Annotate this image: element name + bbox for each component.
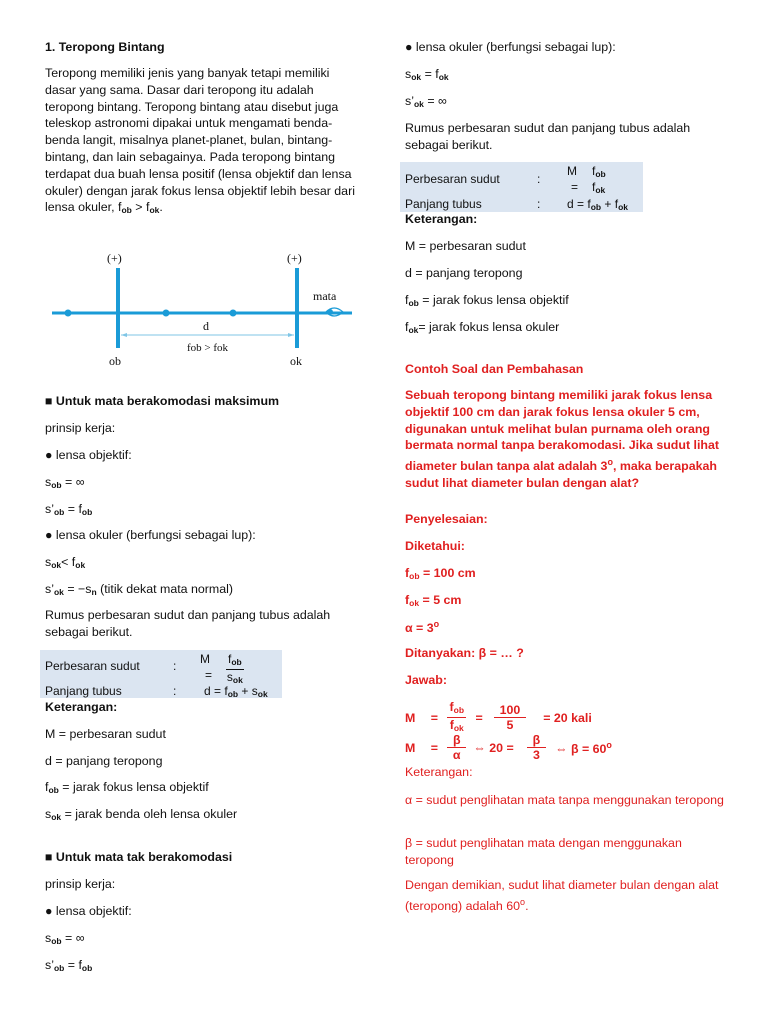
- ket3-alpha: α = sudut penglihatan mata tanpa menggunakan teropong: [405, 793, 724, 807]
- ket3-beta: β = sudut penglihatan mata dengan menggunakan teropong: [405, 836, 682, 867]
- ob-label: ob: [109, 354, 121, 368]
- equation-1: M = $\frac{f_{ob}}{f_{ok}}$ = $\frac{100}{5}$ = 20 kali: [405, 700, 592, 733]
- lensa-objektif-1: ● lensa objektif:: [45, 448, 132, 462]
- ditanyakan: Ditanyakan: β = … ?: [405, 646, 524, 660]
- d-label: d: [203, 319, 209, 333]
- keterangan-2: Keterangan:: [405, 212, 478, 226]
- ket1-fob: $f_{ob}$ = jarak fokus lensa objektif: [45, 780, 209, 795]
- sok-1: $s_{ok}< f_{ok}$: [45, 555, 86, 570]
- contoh-soal-title: Contoh Soal dan Pembahasan: [405, 362, 584, 376]
- ket1-d: d = panjang teropong: [45, 754, 163, 768]
- mata-label: mata: [313, 289, 337, 303]
- jawab: Jawab:: [405, 673, 448, 687]
- plus-right: (+): [287, 251, 302, 265]
- keterangan-1: Keterangan:: [45, 700, 118, 714]
- rumus-2: Rumus perbesaran sudut dan panjang tubus adalah sebagai berikut.: [405, 121, 691, 152]
- fob-gt-fok: $f_{ob} > f_{ok}$.: [118, 200, 163, 216]
- lensa-okuler-1: ● lensa okuler (berfungsi sebagai lup):: [45, 528, 256, 542]
- formula-table-2: Perbesaran sudut : M = $f_{ob}$ $f_{ok}$ Panjang tubus : $d = f_{ob} + f_{ok}$: [400, 162, 643, 212]
- equation-2: M = $\frac{\beta}{\alpha}$ ⇔ 20 = $\frac{\beta}{3}$ ⇔ $\beta = 60^o$: [405, 733, 612, 762]
- lensa-okuler-2: ● lensa okuler (berfungsi sebagai lup):: [405, 40, 616, 54]
- ket1-sok: $s_{ok}$ = jarak benda oleh lensa okuler: [45, 807, 238, 822]
- arrow-right: [288, 333, 294, 337]
- prinsip-kerja-1: prinsip kerja:: [45, 421, 116, 435]
- focal-point-1: [65, 310, 72, 317]
- ok-label: ok: [290, 354, 302, 368]
- sok-prime-1: $s’_{ok} = -s_n$ (titik dekat mata normal): [45, 582, 234, 597]
- heading-tak-berakomodasi: ■ Untuk mata tak berakomodasi: [45, 850, 233, 864]
- focal-point-2: [163, 310, 170, 317]
- ket1-M: M = perbesaran sudut: [45, 727, 166, 741]
- rumus-1: Rumus perbesaran sudut dan panjang tubus adalah sebagai berikut.: [45, 608, 331, 639]
- telescope-diagram: [47, 248, 367, 373]
- sob-1: $s_{ob}$ = ∞: [45, 475, 85, 490]
- lensa-objektif-2: ● lensa objektif:: [45, 904, 132, 918]
- relation-label: fob > fok: [187, 342, 229, 354]
- sob-2: $s_{ob}$ = ∞: [45, 931, 85, 946]
- kesimpulan: Dengan demikian, sudut lihat diameter bulan dengan alat (teropong) adalah 60$^o$.: [405, 878, 719, 913]
- sok-prime-2: $s’_{ok}$ = ∞: [405, 94, 447, 109]
- fok-value: $f_{ok} = 5$ cm: [405, 593, 462, 608]
- diketahui: Diketahui:: [405, 539, 465, 553]
- sob-prime-1: $s’_{ob} = f_{ob}$: [45, 502, 93, 517]
- ket2-fok: $f_{ok}=$ jarak fokus lensa okuler: [405, 320, 560, 335]
- soal-paragraph: Sebuah teropong bintang memiliki jarak fokus lensa objektif 100 cm dan jarak fokus lensa okuler 5 cm, digunakan untuk melihat bulan purnama oleh orang bermata normal tanpa berakomodasi. Jika sudut lihat diameter bulan tanpa alat adalah 3$^o$, maka berapakah sudut lihat diameter bulan dengan alat?: [405, 388, 719, 490]
- sok-2: $s_{ok} = f_{ok}$: [405, 67, 449, 82]
- keterangan-3: Keterangan:: [405, 765, 473, 779]
- alpha-value: $\alpha = 3^o$: [405, 619, 440, 635]
- formula-table-1: Perbesaran sudut : M = $\frac{f_{ob}}{s_{ok}}$ Panjang tubus : $d = f_{ob} + s_{ok}$: [40, 650, 282, 698]
- intro-paragraph: Teropong memiliki jenis yang banyak tetapi memiliki dasar yang sama. Dasar dari teropong itu adalah teropong bintang. Teropong bintang atau disebut juga teleskop astronomi dipakai untuk mengamati benda-benda langit, misalnya planet-planet, bulan, bintang-bintang, dan lain sebagainya. Pada teropong bintang terdapat dua buah lensa positif (lensa objektif dan lensa okuler) dengan jarak fokus lensa objektif lebih besar dari lensa okuler, $f_{ob} > f_{ok}$.: [45, 66, 355, 216]
- ket2-fob: $f_{ob}$ = jarak fokus lensa objektif: [405, 293, 569, 308]
- focal-point-3: [230, 310, 237, 317]
- arrow-left: [121, 333, 127, 337]
- heading-akomodasi-maksimum: ■ Untuk mata berakomodasi maksimum: [45, 394, 280, 408]
- ket2-M: M = perbesaran sudut: [405, 239, 526, 253]
- sob-prime-2: $s’_{ob} = f_{ob}$: [45, 958, 93, 973]
- prinsip-kerja-2: prinsip kerja:: [45, 877, 116, 891]
- ket2-d: d = panjang teropong: [405, 266, 523, 280]
- plus-left: (+): [107, 251, 122, 265]
- penyelesaian: Penyelesaian:: [405, 512, 488, 526]
- section-title: 1. Teropong Bintang: [45, 40, 165, 54]
- fob-value: $f_{ob} = 100$ cm: [405, 566, 476, 581]
